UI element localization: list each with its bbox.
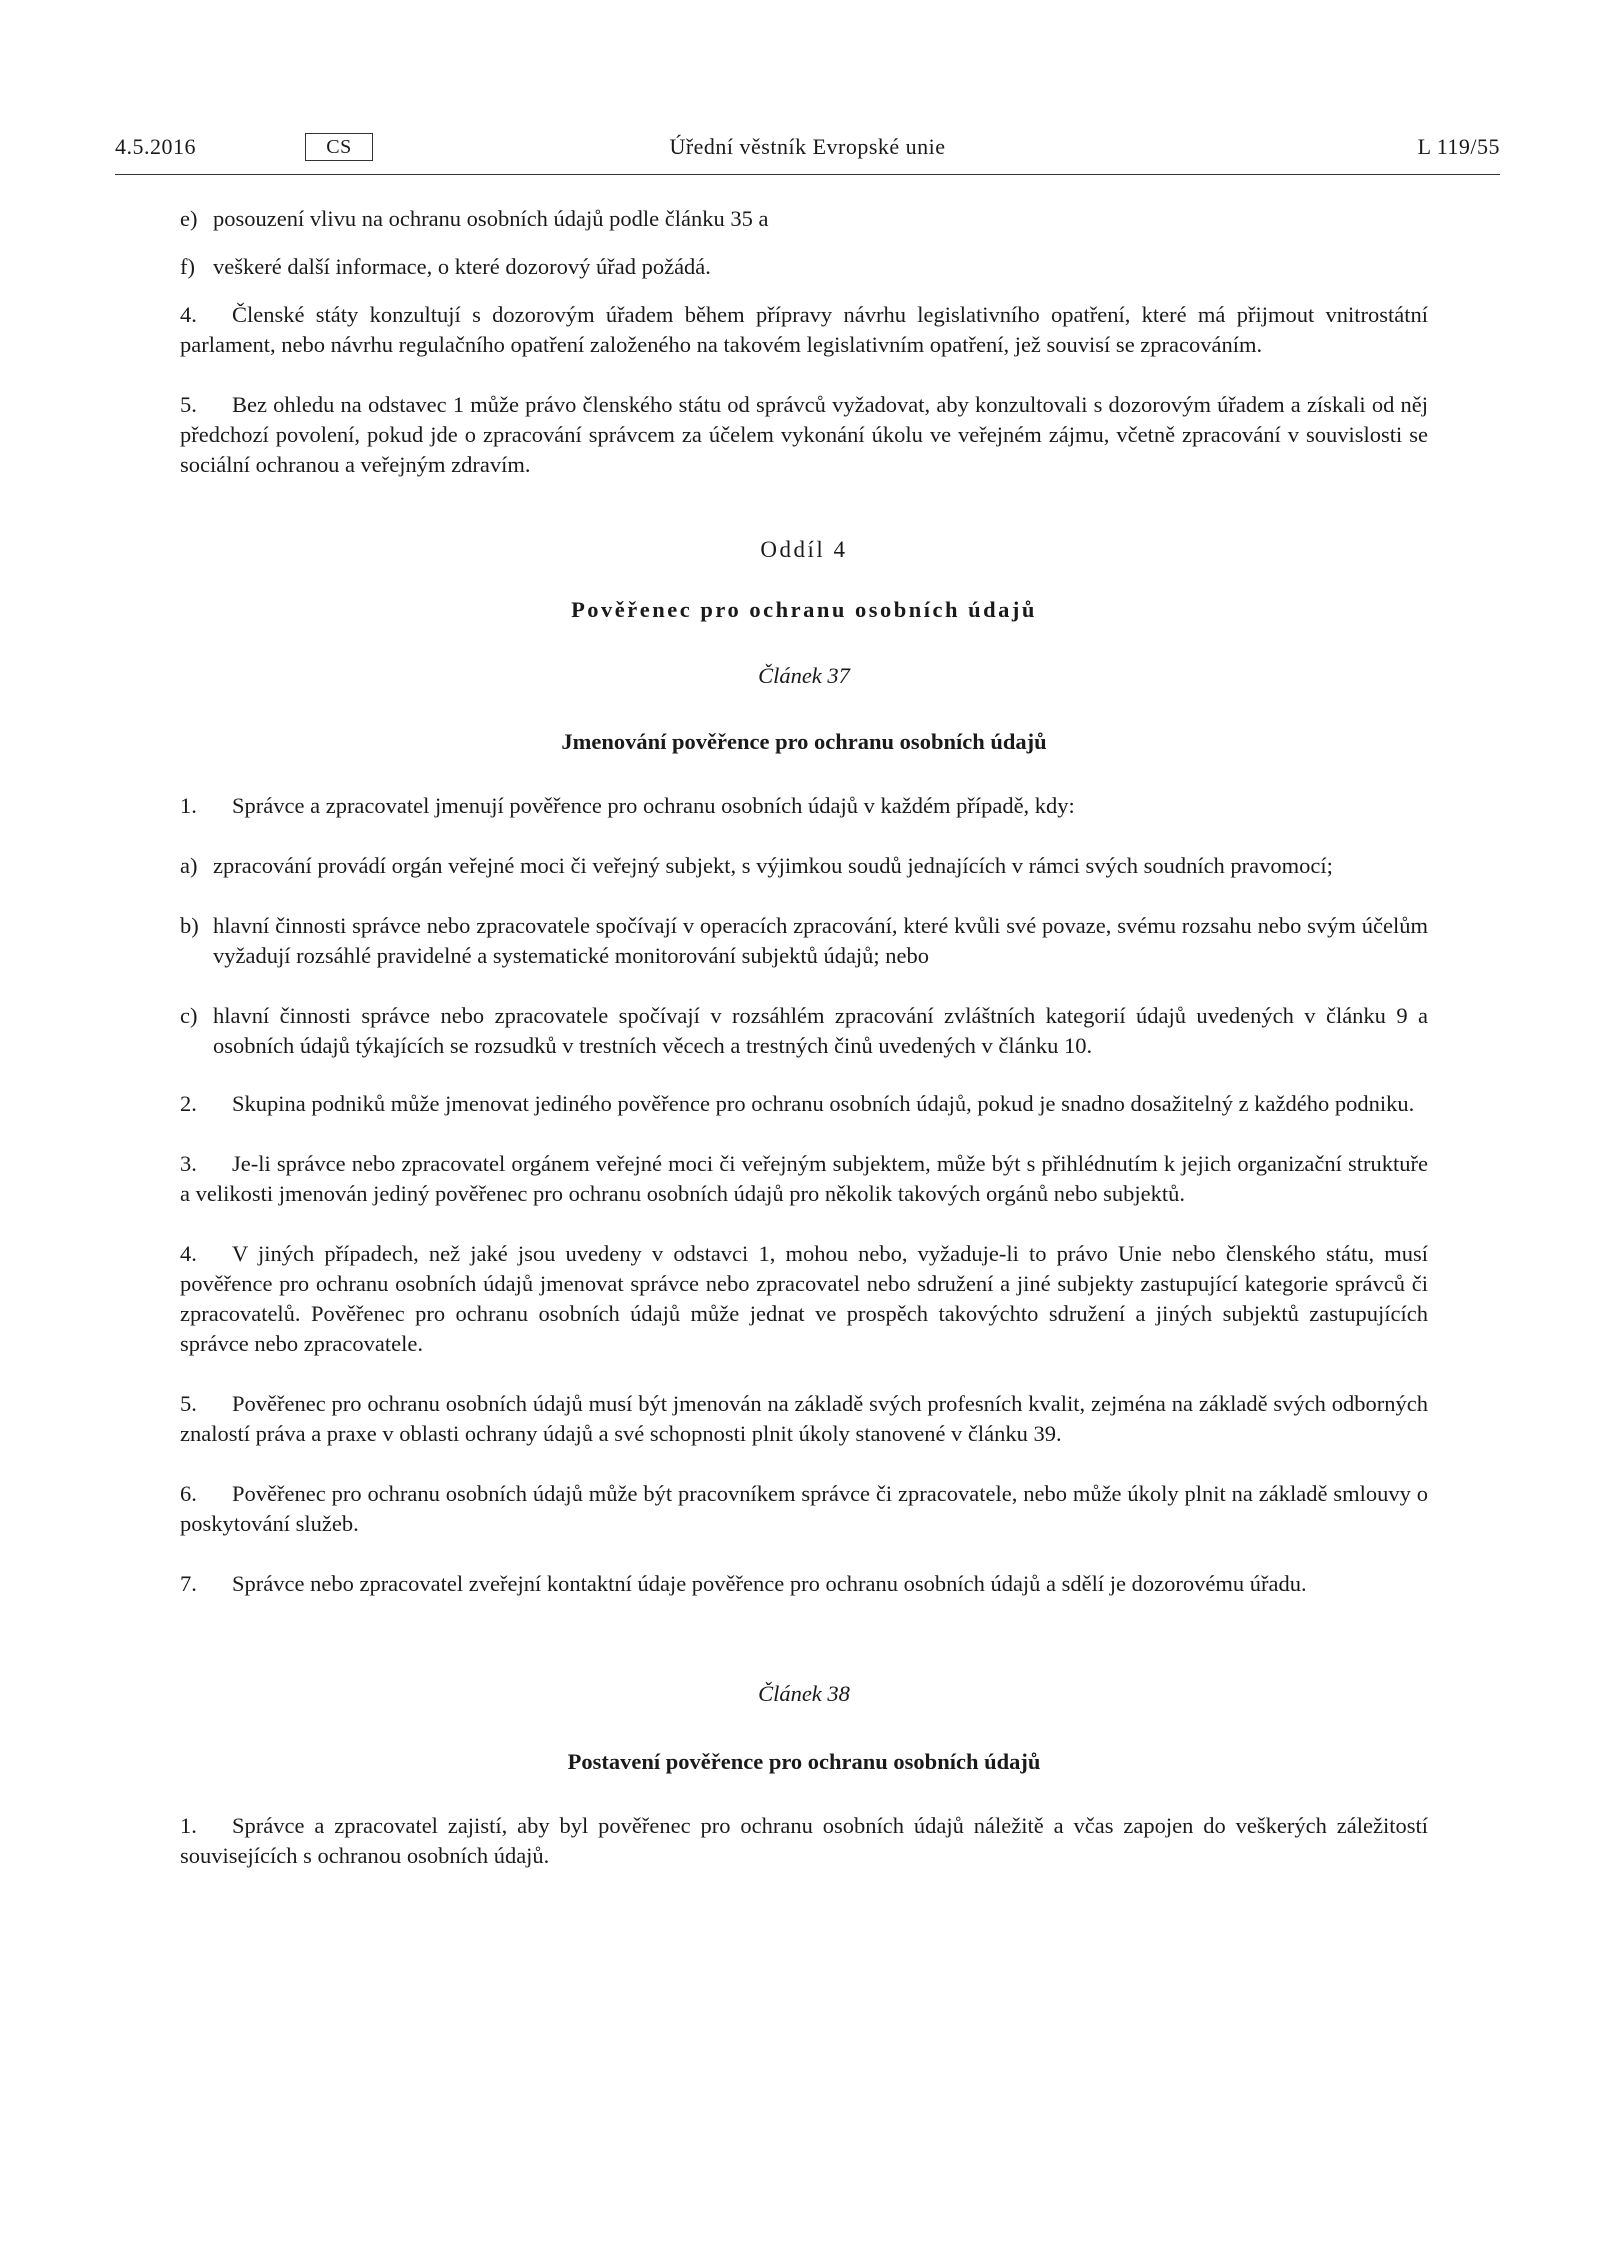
paragraph-number: 2. (180, 1091, 197, 1116)
section-label: Oddíl 4 (760, 537, 848, 562)
language-badge: CS (305, 133, 373, 161)
paragraph-number: 4. (180, 302, 197, 327)
paragraph-text: Skupina podniků může jmenovat jediného pověřence pro ochranu osobních údajů, pokud je snadno dosažitelný z každého podniku. (232, 1091, 1415, 1116)
paragraph-number: 5. (180, 1391, 197, 1416)
page-number: L 119/55 (1417, 134, 1500, 159)
article-37-label: Článek 37 (758, 663, 850, 688)
item-label: f) (180, 254, 195, 279)
paragraph-number: 1. (180, 793, 197, 818)
paragraph-number: 1. (180, 1813, 197, 1838)
list-item-b (180, 911, 1428, 971)
document-body (180, 190, 1428, 1871)
page-header (115, 130, 1500, 175)
list-item-a (180, 851, 1428, 881)
item-text: hlavní činnosti správce nebo zpracovatele spočívají v rozsáhlém zpracování zvláštních kategorií údajů uvedených v článku 9 a osobních údajů týkajících se rozsudků v trestních věcech a trestných činů uvedených v článku 10. (213, 1003, 1428, 1058)
list-item-f (180, 252, 1428, 282)
item-text: veškeré další informace, o které dozorový úřad požádá. (213, 254, 711, 279)
paragraph-number: 5. (180, 392, 197, 417)
paragraph-number: 6. (180, 1481, 197, 1506)
paragraph-number: 3. (180, 1151, 197, 1176)
article-37-paragraph-1 (180, 791, 1428, 821)
item-label: e) (180, 206, 198, 231)
article-37-paragraph-4 (180, 1239, 1428, 1359)
item-text: zpracování provádí orgán veřejné moci či veřejný subjekt, s výjimkou soudů jednajících v rámci svých soudních pravomocí; (213, 853, 1333, 878)
article-37-paragraph-5 (180, 1389, 1428, 1449)
article-37-paragraph-2 (180, 1089, 1428, 1119)
article-37-paragraph-3 (180, 1149, 1428, 1209)
article-37-paragraph-6 (180, 1479, 1428, 1539)
item-label: a) (180, 853, 198, 878)
item-text: hlavní činnosti správce nebo zpracovatele spočívají v operacích zpracování, které kvůli své povaze, svému rozsahu nebo svým účelům vyžadují rozsáhlé pravidelné a systematické monitorování subjektů údajů; nebo (213, 913, 1428, 968)
journal-title: Úřední věstník Evropské unie (669, 134, 946, 159)
paragraph-text: Správce a zpracovatel zajistí, aby byl pověřenec pro ochranu osobních údajů náležitě a včas zapojen do veškerých záležitostí souvisejících s ochranou osobních údajů. (180, 1813, 1428, 1868)
article-38-label: Článek 38 (758, 1681, 850, 1706)
article-38-title: Postavení pověřence pro ochranu osobních údajů (567, 1749, 1041, 1774)
publication-date: 4.5.2016 (115, 134, 196, 159)
paragraph-text: Pověřenec pro ochranu osobních údajů musí být jmenován na základě svých profesních kvalit, zejména na základě svých odborných znalostí práva a praxe v oblasti ochrany údajů a své schopnosti plnit úkoly stanovené v článku 39. (180, 1391, 1428, 1446)
paragraph-text: Je-li správce nebo zpracovatel orgánem veřejné moci či veřejným subjektem, může být s přihlédnutím k jejich organizační struktuře a velikosti jmenován jediný pověřenec pro ochranu osobních údajů pro několik takových orgánů nebo subjektů. (180, 1151, 1428, 1206)
paragraph-number: 7. (180, 1571, 197, 1596)
paragraph-text: Bez ohledu na odstavec 1 může právo členského státu od správců vyžadovat, aby konzultovali s dozorovým úřadem a získali od něj předchozí povolení, pokud jde o zpracování správcem za účelem vykonání úkolu ve veřejném zájmu, včetně zpracování v souvislosti se sociální ochranou a veřejným zdravím. (180, 392, 1428, 477)
paragraph-text: Pověřenec pro ochranu osobních údajů může být pracovníkem správce či zpracovatele, nebo může úkoly plnit na základě smlouvy o poskytování služeb. (180, 1481, 1428, 1536)
article-37-paragraph-7 (180, 1569, 1428, 1599)
list-item-c (180, 1001, 1428, 1061)
paragraph-text: Správce a zpracovatel jmenují pověřence pro ochranu osobních údajů v každém případě, kdy: (232, 793, 1075, 818)
item-label: c) (180, 1003, 198, 1028)
paragraph-number: 4. (180, 1241, 197, 1266)
section-title: Pověřenec pro ochranu osobních údajů (571, 597, 1037, 622)
item-text: posouzení vlivu na ochranu osobních údajů podle článku 35 a (213, 206, 769, 231)
paragraph-text: Správce nebo zpracovatel zveřejní kontaktní údaje pověřence pro ochranu osobních údajů a sdělí je dozorovému úřadu. (232, 1571, 1307, 1596)
item-label: b) (180, 913, 199, 938)
article-37-title: Jmenování pověřence pro ochranu osobních údajů (561, 729, 1047, 754)
paragraph-text: Členské státy konzultují s dozorovým úřadem během přípravy návrhu legislativního opatření, které má přijmout vnitrostátní parlament, nebo návrhu regulačního opatření založeného na takovém legislativním opatření, jež souvisí se zpracováním. (180, 302, 1428, 357)
paragraph-5 (180, 390, 1428, 480)
list-item-e (180, 204, 1428, 234)
paragraph-text: V jiných případech, než jaké jsou uvedeny v odstavci 1, mohou nebo, vyžaduje-li to právo Unie nebo členského státu, musí pověřence pro ochranu osobních údajů jmenovat správce nebo zpracovatel nebo sdružení a jiné subjekty zastupující kategorie správců či zpracovatelů. Pověřenec pro ochranu osobních údajů může jednat ve prospěch takovýchto sdružení a jiných subjektů zastupujících správce nebo zpracovatele. (180, 1241, 1428, 1356)
paragraph-4 (180, 300, 1428, 360)
article-38-paragraph-1 (180, 1811, 1428, 1871)
